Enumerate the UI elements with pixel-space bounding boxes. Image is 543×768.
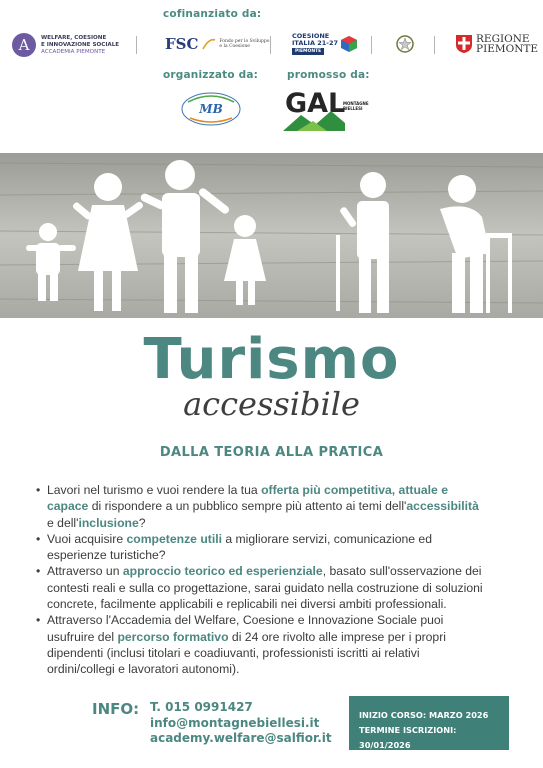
logo-divider xyxy=(434,36,435,54)
organizzatore-logo xyxy=(180,88,242,130)
bullet-text: ? xyxy=(138,515,146,530)
regione-logo-line2: PIEMONTE xyxy=(476,43,539,55)
list-item xyxy=(36,482,488,531)
bullet-highlight: inclusione xyxy=(78,515,139,530)
svg-text:MB: MB xyxy=(199,102,223,116)
info-label: INFO: xyxy=(92,700,140,718)
bullet-text: di rispondere a un pubblico sempre più attento ai temi dell' xyxy=(88,499,407,514)
piemonte-shield-icon xyxy=(455,34,473,54)
course-dates-box xyxy=(349,696,509,750)
logo-divider xyxy=(371,36,372,54)
fsc-logo xyxy=(165,35,270,53)
coesione-logo-line2: ITALIA 21-27 xyxy=(292,39,339,47)
bullet-highlight: approccio teorico ed esperienziale xyxy=(122,564,323,579)
email-link-academy[interactable]: academy.welfare@salfior.it xyxy=(150,731,332,745)
bullet-highlight: offerta più competitiva, attuale e capace xyxy=(47,483,448,514)
list-item xyxy=(36,563,488,612)
coesione-logo-line1: COESIONE xyxy=(292,32,330,40)
bullet-highlight: competenze utili xyxy=(126,531,222,546)
logo-divider xyxy=(136,36,137,54)
bullet-text: Vuoi acquisire xyxy=(47,531,127,546)
fsc-logo-small2: e la Coesione xyxy=(219,44,250,49)
hero-image xyxy=(0,153,543,318)
bullet-text: di 24 ore rivolto alle imprese per i propri dipendenti (inclusi titolari e coadiuvanti, professionisti iscritti ai relativi ordini/collegi e lavoratori autonomi). xyxy=(47,629,446,677)
fsc-logo-small1: Fondo per lo Sviluppo xyxy=(219,38,270,44)
promosso-label: promosso da: xyxy=(287,69,370,81)
italian-emblem-icon xyxy=(395,34,415,54)
welfare-logo-line2: E INNOVAZIONE SOCIALE xyxy=(41,41,120,48)
page-subtitle: accessibile xyxy=(183,385,360,423)
welfare-circle-icon: A xyxy=(12,33,36,57)
organizzato-label: organizzato da: xyxy=(163,69,259,81)
bullet-text: Attraverso un xyxy=(47,564,123,579)
welfare-logo-line3: ACCADEMIA PIEMONTE xyxy=(41,48,106,55)
welfare-logo-line1: WELFARE, COESIONE xyxy=(41,34,107,41)
description-list xyxy=(36,482,488,678)
tagline: DALLA TEORIA ALLA PRATICA xyxy=(159,445,384,460)
fsc-logo-big: FSC xyxy=(165,35,199,53)
gal-logo-subtitle: MONTAGNE BIELLESI xyxy=(343,101,369,111)
list-item xyxy=(36,531,488,564)
contact-block xyxy=(150,700,332,747)
bullet-text: a migliorare servizi, comunicazione ed esperienze turistiche? xyxy=(47,531,432,563)
welfare-logo xyxy=(12,33,119,57)
coesione-logo xyxy=(292,33,358,55)
regione-logo-line1: REGIONE xyxy=(476,33,530,45)
coesione-cube-icon xyxy=(340,35,358,53)
phone-link[interactable]: T. 015 0991427 xyxy=(150,700,253,714)
bullet-text: Attraverso l'Accademia del Welfare, Coesione e Innovazione Sociale puoi usufruire del xyxy=(47,613,444,644)
hero-family-illustration xyxy=(0,153,543,318)
bullet-highlight: accessibilità xyxy=(406,499,479,514)
repubblica-emblem xyxy=(395,34,415,54)
fsc-swoosh-icon xyxy=(202,37,216,51)
email-link-info[interactable]: info@montagnebiellesi.it xyxy=(150,715,320,730)
bullet-text: e dell' xyxy=(47,515,79,530)
coesione-logo-region: PIEMONTE xyxy=(292,48,324,55)
bullet-highlight: percorso formativo xyxy=(117,629,229,644)
logo-divider xyxy=(270,36,271,54)
list-item xyxy=(36,612,488,677)
registration-deadline: TERMINE ISCRIZIONI: 30/01/2026 xyxy=(359,725,457,750)
bullet-text: Lavori nel turismo e vuoi rendere la tua xyxy=(47,483,262,497)
organizer-logo-icon xyxy=(180,88,242,130)
svg-text:GAL: GAL xyxy=(285,88,346,119)
page-title: Turismo xyxy=(143,327,400,392)
gal-logo xyxy=(283,85,369,131)
course-start-date: INIZIO CORSO: MARZO 2026 xyxy=(359,710,489,720)
bullet-text: , basato sull'osservazione dei contesti reali e sulla co progettazione, sarai guidato nella costruzione di soluzioni concrete, facilmente applicabili e replicabili nei diversi ambiti professionali. xyxy=(47,564,483,612)
cofinanziato-label: cofinanziato da: xyxy=(163,8,262,20)
regione-piemonte-logo xyxy=(455,34,538,54)
